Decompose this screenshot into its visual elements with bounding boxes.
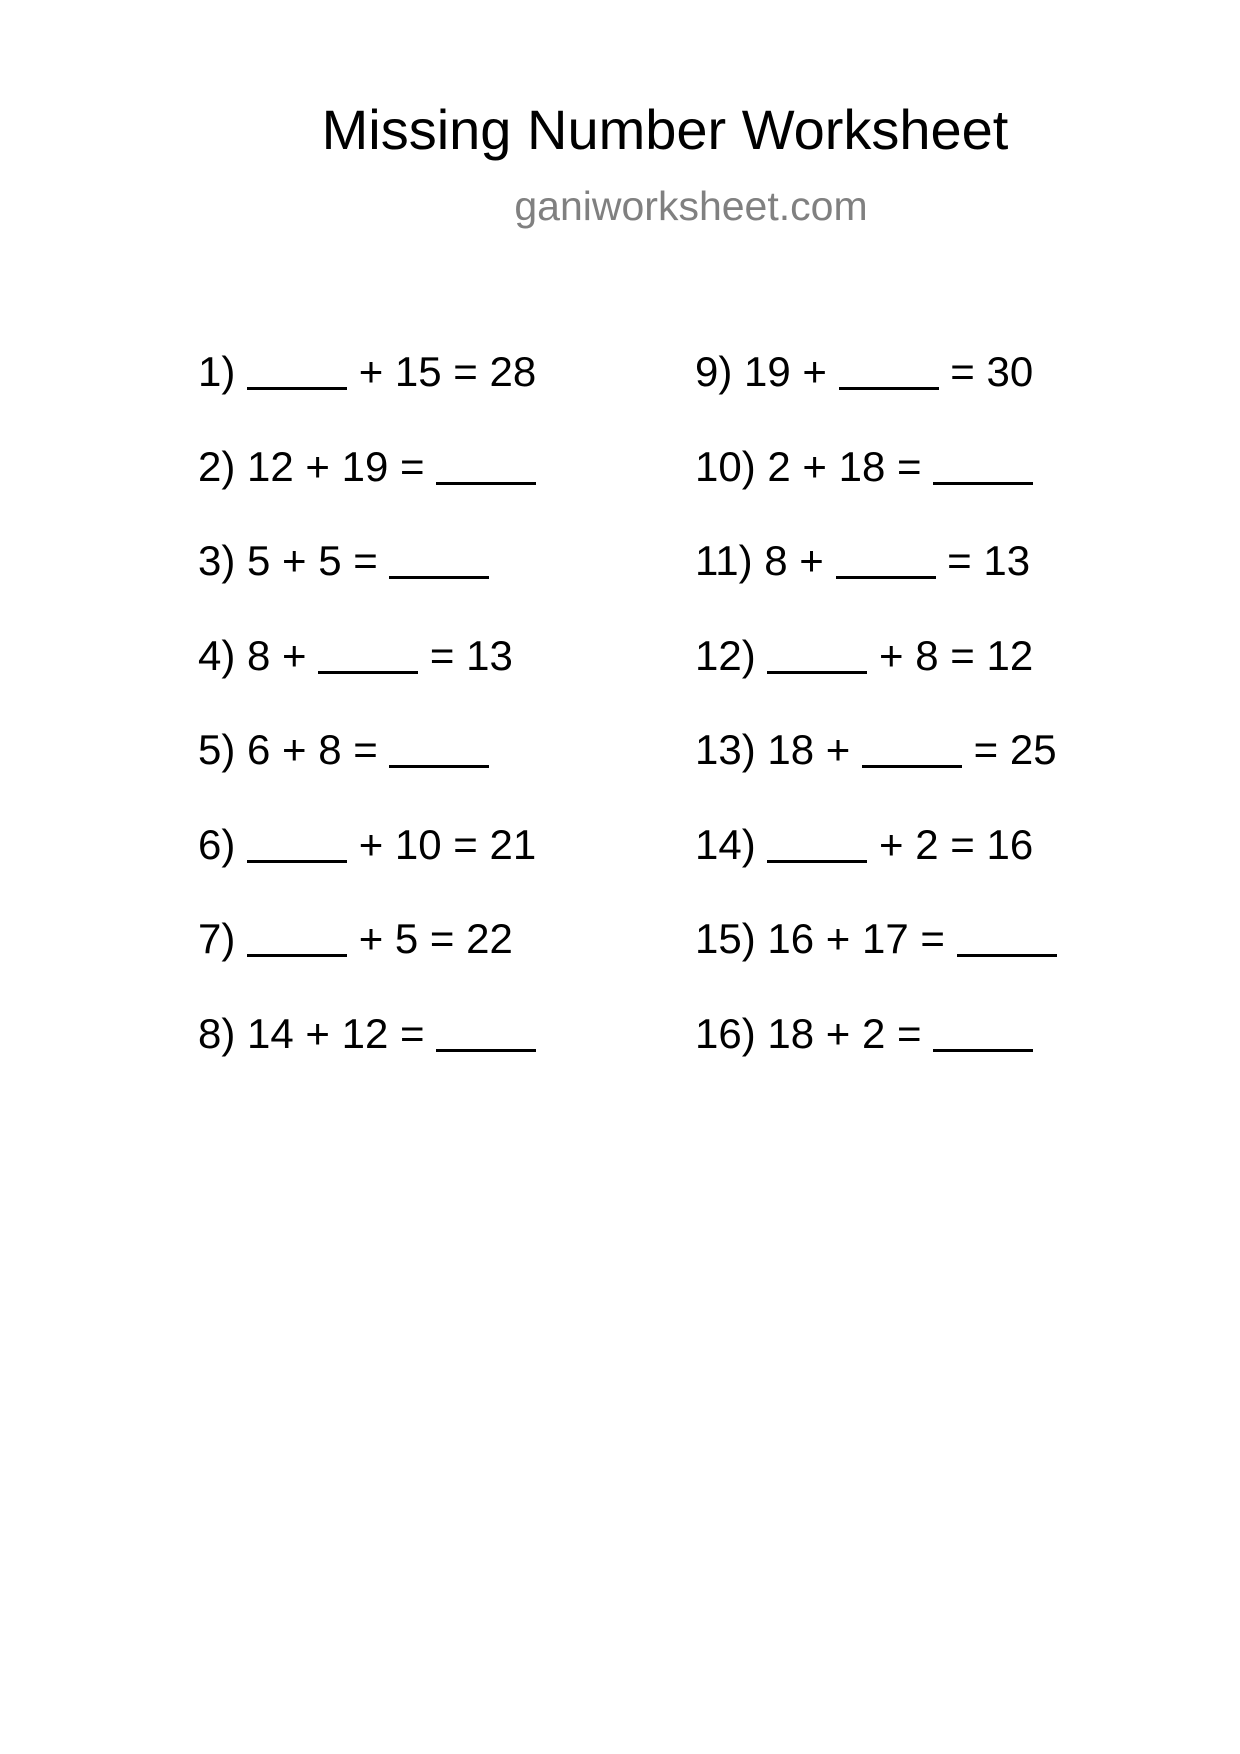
problem-item	[198, 347, 536, 442]
problem-number: 5)	[198, 726, 236, 773]
answer-blank[interactable]	[836, 540, 936, 579]
problem-item	[695, 914, 1057, 1009]
equation-after-blank: = 25	[961, 726, 1057, 773]
answer-blank[interactable]	[389, 729, 489, 768]
problem-number: 14)	[695, 820, 756, 868]
equation-after-blank: = 30	[938, 348, 1034, 395]
problem-item	[695, 820, 1057, 915]
equation-before-blank: 12 + 19 =	[235, 442, 437, 490]
problem-number: 8)	[198, 1009, 236, 1057]
problem-item	[198, 725, 536, 820]
problem-number: 9)	[695, 348, 733, 395]
problem-item	[695, 442, 1057, 537]
answer-blank[interactable]	[436, 1013, 536, 1052]
problem-item	[198, 631, 536, 726]
problem-number: 3)	[198, 537, 236, 584]
problem-item	[695, 631, 1057, 726]
problem-item	[695, 536, 1057, 631]
problems-left-column	[198, 347, 536, 1103]
equation-before-blank: 14 + 12 =	[235, 1009, 437, 1057]
answer-blank[interactable]	[436, 446, 536, 485]
equation-after-blank: = 13	[418, 631, 513, 679]
equation-before-blank: 19 +	[732, 348, 839, 395]
problem-number: 1)	[198, 348, 236, 395]
answer-blank[interactable]	[862, 729, 962, 768]
problem-item	[198, 914, 536, 1009]
answer-blank[interactable]	[247, 824, 347, 863]
equation-before-blank: 16 + 17 =	[755, 915, 957, 962]
answer-blank[interactable]	[247, 351, 347, 390]
problem-number: 16)	[695, 1009, 756, 1057]
equation-before-blank: 18 +	[755, 726, 862, 773]
problem-item	[695, 347, 1057, 442]
answer-blank[interactable]	[839, 351, 939, 390]
answer-blank[interactable]	[767, 635, 867, 674]
problem-number: 15)	[695, 915, 756, 962]
problem-item	[198, 536, 536, 631]
answer-blank[interactable]	[933, 1013, 1033, 1052]
problem-number: 2)	[198, 442, 236, 490]
answer-blank[interactable]	[247, 918, 347, 957]
problem-number: 12)	[695, 631, 756, 679]
equation-before-blank: 8 +	[752, 537, 836, 584]
problems-right-column	[695, 347, 1057, 1103]
equation-before-blank: 2 + 18 =	[755, 442, 934, 490]
problem-number: 10)	[695, 442, 756, 490]
answer-blank[interactable]	[767, 824, 867, 863]
problem-item	[198, 1009, 536, 1104]
equation-before-blank: 18 + 2 =	[755, 1009, 934, 1057]
answer-blank[interactable]	[957, 918, 1057, 957]
equation-before-blank: 8 +	[235, 631, 319, 679]
equation-after-blank: = 13	[935, 537, 1031, 584]
problem-item	[695, 725, 1057, 820]
problem-number: 13)	[695, 726, 756, 773]
problem-number: 11)	[695, 537, 753, 584]
problem-item	[198, 442, 536, 537]
equation-after-blank: + 10 = 21	[347, 820, 537, 868]
equation-before-blank: 5 + 5 =	[235, 537, 390, 584]
equation-after-blank: + 5 = 22	[347, 915, 513, 962]
problem-number: 6)	[198, 820, 236, 868]
equation-before-blank: 6 + 8 =	[235, 726, 390, 773]
problem-item	[695, 1009, 1057, 1104]
equation-after-blank: + 15 = 28	[347, 348, 537, 395]
answer-blank[interactable]	[318, 635, 418, 674]
equation-after-blank: + 2 = 16	[867, 820, 1034, 868]
problem-number: 7)	[198, 915, 236, 962]
website-subtitle: ganiworksheet.com	[514, 183, 868, 229]
worksheet-title: Missing Number Worksheet	[321, 98, 1009, 161]
equation-after-blank: + 8 = 12	[867, 631, 1034, 679]
answer-blank[interactable]	[389, 540, 489, 579]
problem-number: 4)	[198, 631, 236, 679]
answer-blank[interactable]	[933, 446, 1033, 485]
problem-item	[198, 820, 536, 915]
